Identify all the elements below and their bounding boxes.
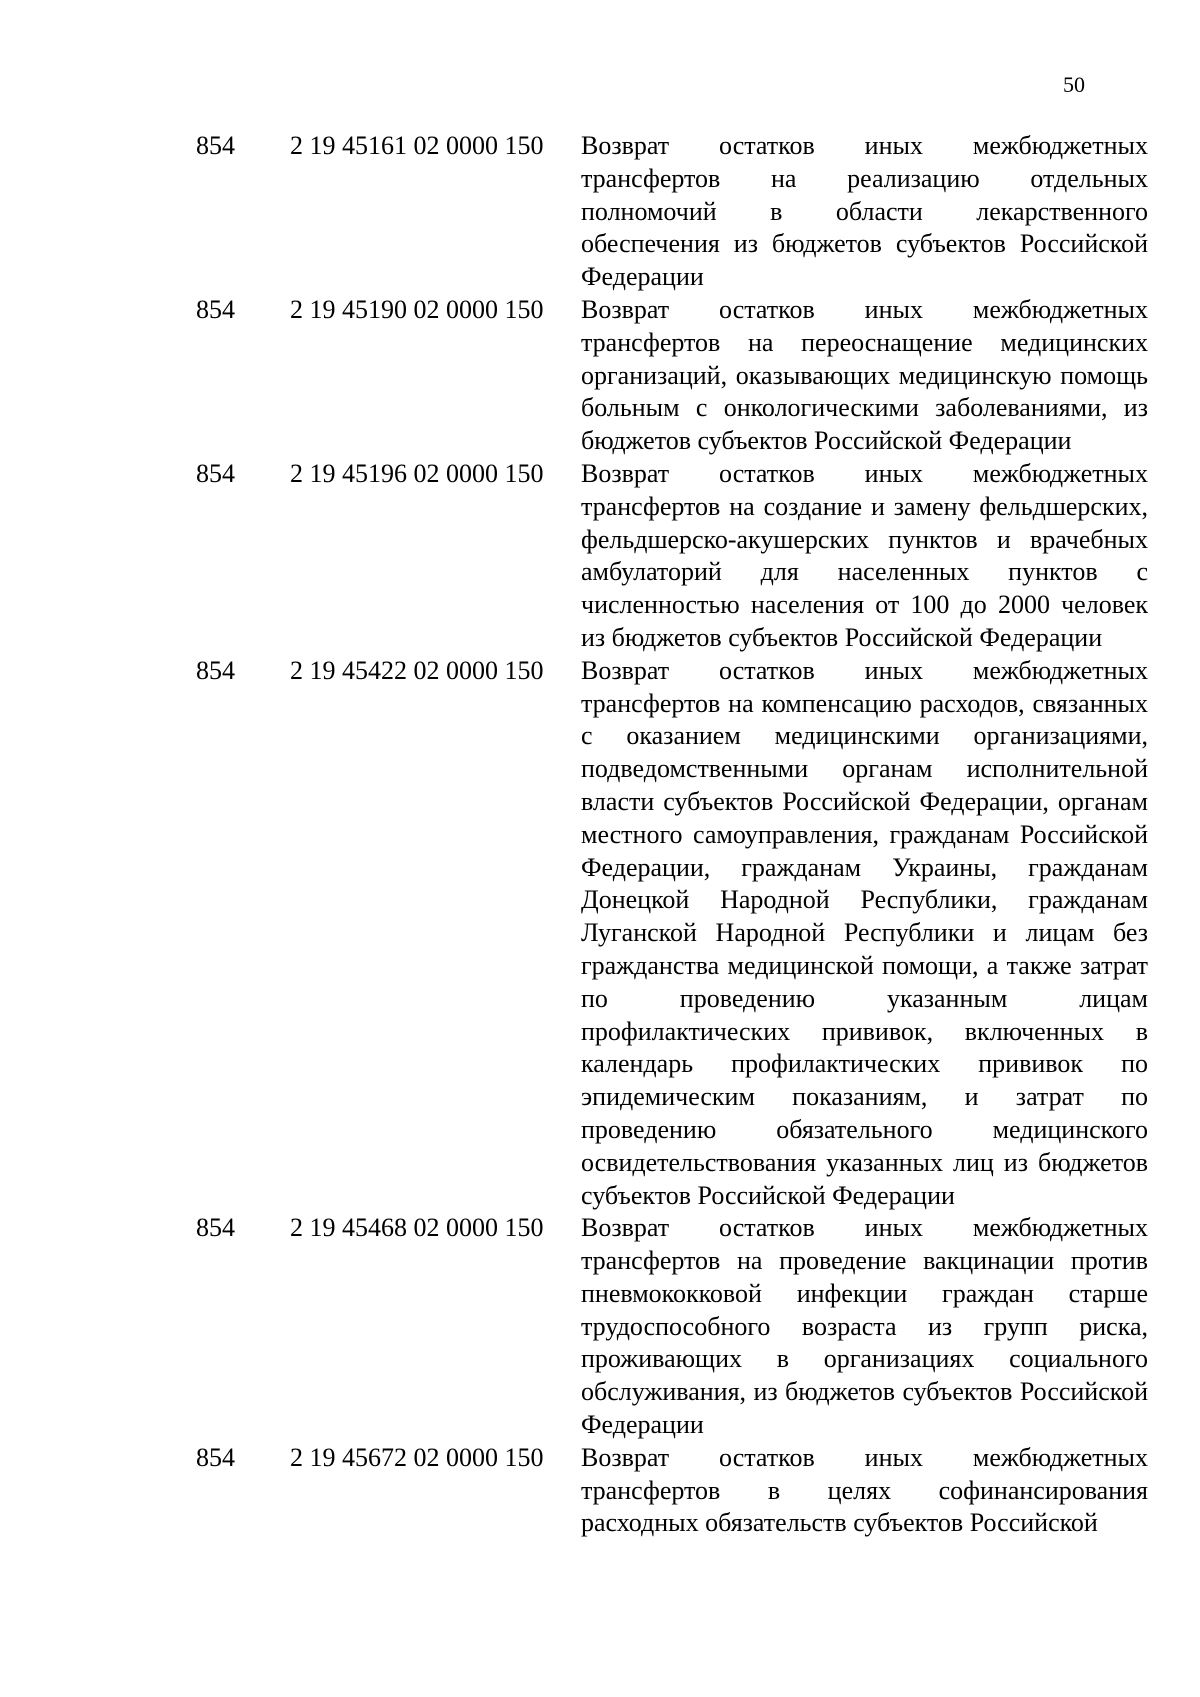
row-description: Возврат остатков иных межбюджетных трансфертов на проведение вакцинации против пневмококковой инфекции граждан старше трудоспособного возраста из групп риска, проживающих в организациях социального обслуживания, из бюджетов субъектов Российской Федерации bbox=[581, 1213, 1148, 1440]
budget-code-table bbox=[0, 130, 1200, 1540]
table-row bbox=[0, 1212, 1200, 1442]
budget-classification-code: 2 19 45422 02 0000 150 bbox=[290, 655, 544, 685]
budget-classification-code: 2 19 45161 02 0000 150 bbox=[290, 131, 544, 160]
row-description: Возврат остатков иных межбюджетных трансфертов в целях софинансирования расходных обязательств субъектов Российской bbox=[581, 1442, 1148, 1538]
budget-classification-code: 2 19 45672 02 0000 150 bbox=[290, 1442, 544, 1472]
admin-code: 854 bbox=[196, 458, 235, 488]
admin-code: 854 bbox=[196, 131, 235, 160]
admin-code: 854 bbox=[196, 1213, 235, 1243]
row-description: Возврат остатков иных межбюджетных трансфертов на создание и замену фельдшерских, фельдшерско-акушерских пунктов и врачебных амбулаторий для населенных пунктов с численностью населения от 100 до 2000 человек из бюджетов субъектов Российской Федерации bbox=[581, 458, 1148, 652]
row-description: Возврат остатков иных межбюджетных трансфертов на переоснащение медицинских организаций, оказывающих медицинскую помощь больным с онкологическими заболеваниями, из бюджетов субъектов Российской Федерации bbox=[581, 294, 1148, 456]
table-row bbox=[0, 655, 1200, 1213]
admin-code: 854 bbox=[196, 294, 235, 324]
row-description: Возврат остатков иных межбюджетных трансфертов на компенсацию расходов, связанных с оказанием медицинскими организациями, подведомственными органам исполнительной власти субъектов Российской Федерации, органам местного самоуправления, гражданам Российской Федерации, гражданам Украины, гражданам Донецкой Народной Республики, гражданам Луганской Народной Республики и лицам без гражданства медицинской помощи, а также затрат по проведению указанным лицам профилактических прививок, включенных в календарь профилактических прививок по эпидемическим показаниям, и затрат по проведению обязательного медицинского освидетельствования указанных лиц из бюджетов субъектов Российской Федерации bbox=[581, 655, 1148, 1210]
page-number: 50 bbox=[1063, 72, 1085, 97]
table-row bbox=[0, 458, 1200, 655]
budget-classification-code: 2 19 45196 02 0000 150 bbox=[290, 458, 544, 488]
admin-code: 854 bbox=[196, 1442, 235, 1472]
admin-code: 854 bbox=[196, 655, 235, 685]
table-row bbox=[0, 294, 1200, 458]
budget-classification-code: 2 19 45190 02 0000 150 bbox=[290, 294, 544, 324]
budget-classification-code: 2 19 45468 02 0000 150 bbox=[290, 1213, 544, 1243]
table-row bbox=[0, 130, 1200, 294]
table-row bbox=[0, 1442, 1200, 1540]
row-description: Возврат остатков иных межбюджетных трансфертов на реализацию отдельных полномочий в области лекарственного обеспечения из бюджетов субъектов Российской Федерации bbox=[581, 131, 1148, 292]
